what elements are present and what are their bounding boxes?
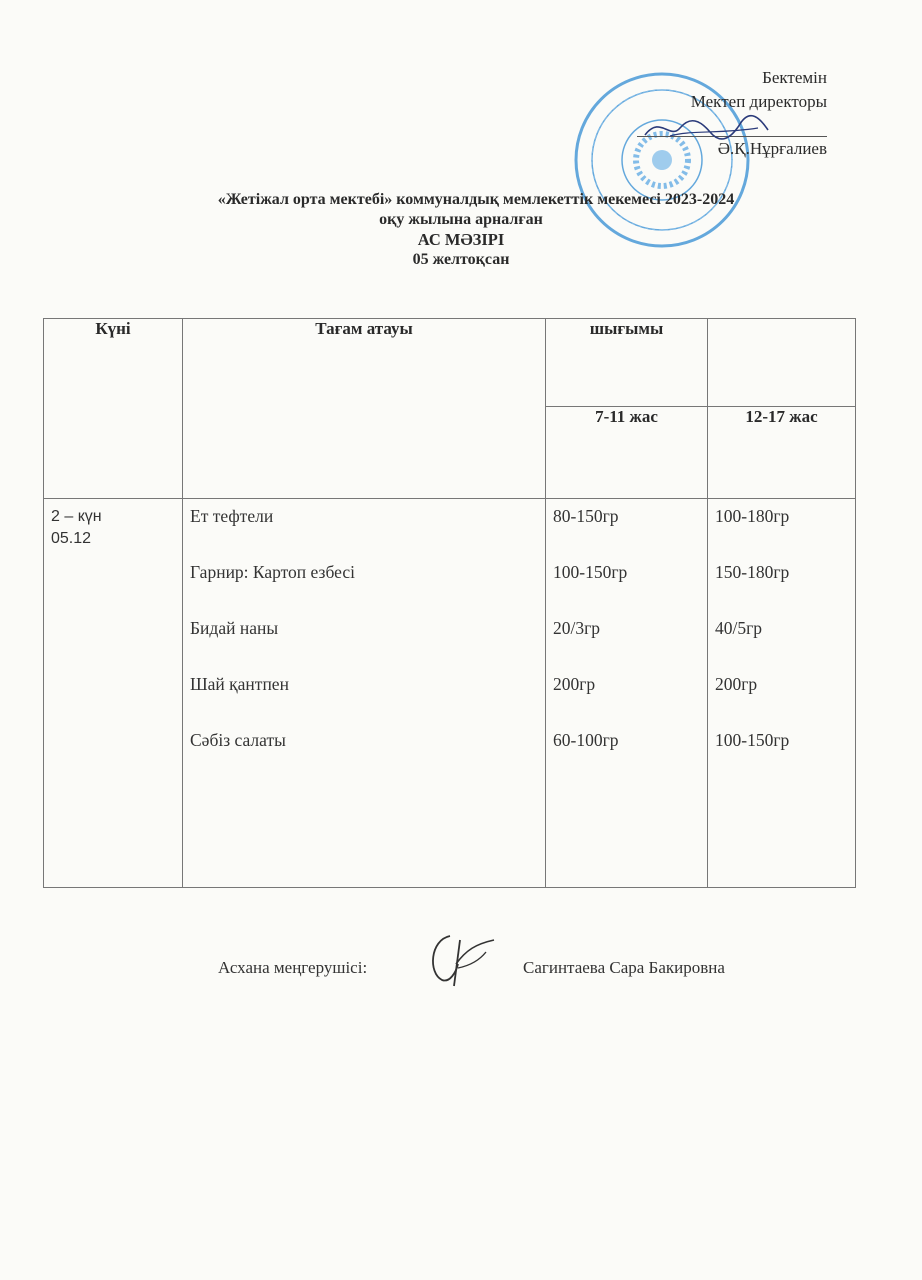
document-date: 05 желтоқсан — [412, 251, 510, 268]
footer-name: Сагинтаева Сара Бакировна — [523, 958, 725, 977]
heading-line-2: оқу жылына арналған — [379, 211, 543, 228]
director-signature — [640, 110, 770, 150]
yield-7-11: 20/3гр — [553, 618, 601, 638]
day-date: 05.12 — [51, 530, 92, 547]
menu-table — [43, 318, 856, 888]
yield-7-11: 60-100гр — [553, 730, 619, 750]
yield-7-11: 200гр — [553, 674, 596, 694]
dish-name: Гарнир: Картоп езбесі — [190, 562, 355, 582]
approval-line-approved: Бектемін — [762, 68, 827, 87]
yield-7-11-cell — [546, 499, 708, 888]
yield-12-17: 150-180гр — [715, 562, 790, 582]
yield-12-17: 40/5гр — [715, 618, 763, 638]
yield-12-17: 200гр — [715, 674, 758, 694]
dish-cell — [183, 499, 546, 888]
dish-name: Ет тефтели — [190, 506, 274, 526]
document-heading — [0, 190, 922, 270]
yield-12-17-cell — [708, 499, 856, 888]
footer-role: Асхана меңгерушісі: — [218, 958, 368, 977]
dish-name: Шай қантпен — [190, 674, 289, 694]
document-title: АС МӘЗІРІ — [417, 230, 505, 249]
approval-line-position: Мектеп директоры — [690, 92, 827, 111]
header-dish: Тағам атауы — [183, 319, 546, 499]
dish-name: Бидай наны — [190, 618, 279, 638]
header-day: Күні — [44, 319, 183, 499]
dish-name: Сәбіз салаты — [190, 730, 286, 750]
table-header-row — [44, 319, 856, 407]
approval-line-name: Ә.Қ.Нұрғалиев — [717, 139, 827, 158]
heading-line-1: «Жетіжал орта мектебі» коммуналдық мемлекеттік мекемесі 2023-2024 — [217, 191, 735, 208]
yield-7-11: 100-150гр — [553, 562, 628, 582]
table-row — [44, 499, 856, 888]
yield-7-11: 80-150гр — [553, 506, 619, 526]
header-yield-blank — [708, 319, 856, 407]
day-label: 2 – күн — [51, 508, 102, 525]
header-yield: шығымы — [546, 319, 708, 407]
yield-12-17: 100-150гр — [715, 730, 790, 750]
header-age-12-17: 12-17 жас — [708, 407, 856, 499]
day-cell — [44, 499, 183, 888]
header-age-7-11: 7-11 жас — [546, 407, 708, 499]
yield-12-17: 100-180гр — [715, 506, 790, 526]
footer — [218, 958, 725, 978]
cook-signature — [420, 928, 500, 988]
